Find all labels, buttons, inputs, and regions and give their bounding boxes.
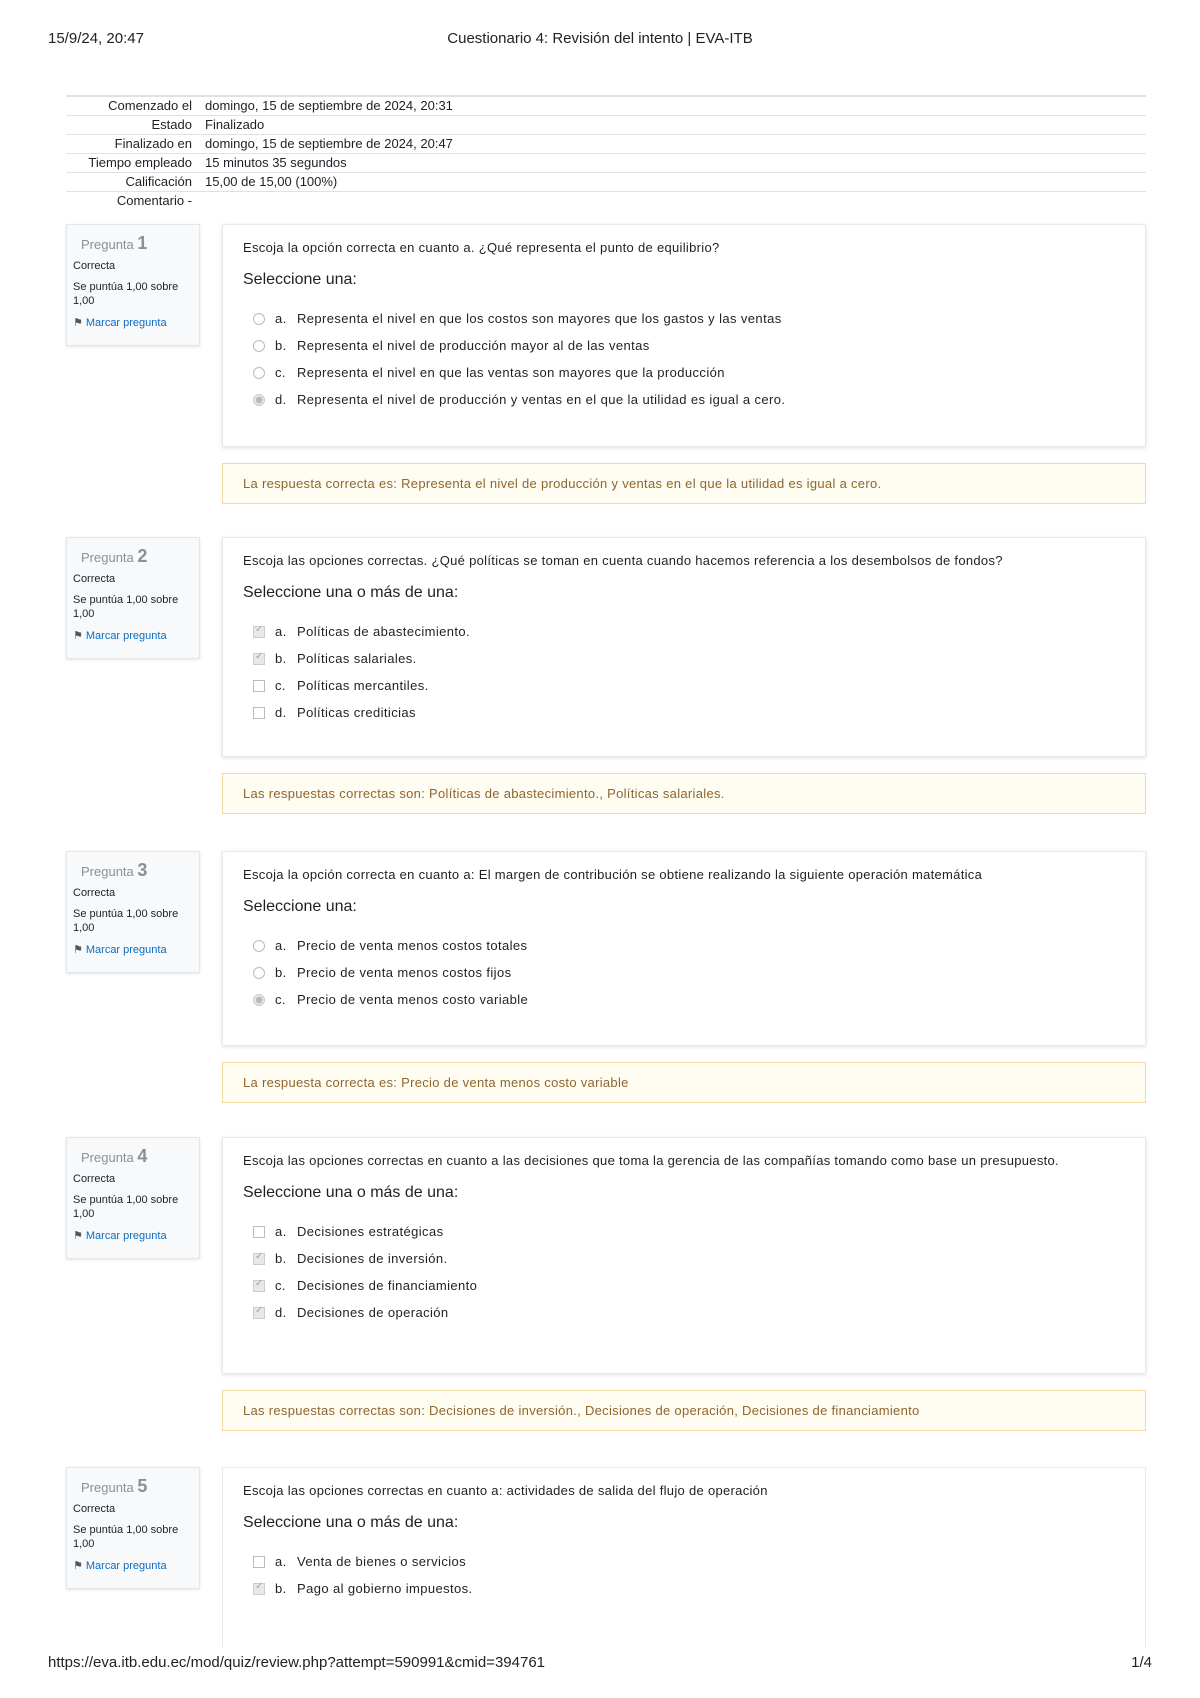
radio-button-selected[interactable]: [253, 994, 265, 1006]
flag-question-link[interactable]: [73, 1559, 193, 1572]
question-grade: Se puntúa 1,00 sobre 1,00: [73, 281, 179, 307]
answer-text: Políticas mercantiles.: [297, 678, 429, 693]
print-header: [48, 30, 1152, 52]
answer-text: Representa el nivel en que los costos son mayores que los gastos y las ventas: [297, 311, 782, 326]
question-text: Escoja las opciones correctas. ¿Qué políticas se toman en cuenta cuando hacemos referencia a los desembolsos de fondos?: [243, 553, 1003, 568]
print-url: https://eva.itb.edu.ec/mod/quiz/review.php?attempt=590991&cmid=394761: [48, 1654, 545, 1671]
answer-option[interactable]: [243, 386, 1125, 413]
question-number-value: 3: [137, 860, 148, 880]
answer-option[interactable]: [243, 359, 1125, 386]
flag-question-link[interactable]: [73, 1229, 193, 1242]
answer-letter: d.: [275, 392, 287, 407]
question-state: Correcta: [73, 573, 116, 585]
question-number-value: 4: [137, 1146, 148, 1166]
question-state: Correcta: [73, 1503, 116, 1515]
question-state: Correcta: [73, 887, 116, 899]
radio-button[interactable]: [253, 940, 265, 952]
question-number: [73, 1146, 193, 1167]
print-footer: [48, 1654, 1152, 1676]
answer-option[interactable]: [243, 645, 1125, 672]
answer-letter: c.: [275, 678, 286, 693]
flag-icon: ⚑: [73, 1560, 83, 1572]
answer-text: Venta de bienes o servicios: [297, 1554, 467, 1569]
summary-value: [199, 192, 1146, 211]
checkbox[interactable]: [253, 680, 265, 692]
answer-letter: b.: [275, 1581, 287, 1596]
answer-option[interactable]: [243, 1299, 1125, 1326]
flag-question-label: Marcar pregunta: [85, 1230, 167, 1242]
flag-question-label: Marcar pregunta: [85, 317, 167, 329]
print-date: 15/9/24, 20:47: [48, 30, 144, 47]
correct-answer-feedback: Las respuestas correctas son: Decisiones de inversión., Decisiones de operación, Decisiones de financiamiento: [222, 1390, 1146, 1431]
question-content: [222, 537, 1146, 814]
answer-text: Representa el nivel en que las ventas son mayores que la producción: [297, 365, 725, 380]
question-content: [222, 851, 1146, 1103]
summary-label: Finalizado en: [66, 135, 199, 154]
answer-list: [243, 618, 1125, 726]
summary-value: domingo, 15 de septiembre de 2024, 20:31: [199, 96, 1146, 116]
answer-letter: c.: [275, 365, 286, 380]
flag-icon: ⚑: [73, 944, 83, 956]
question-formulation: [222, 1137, 1146, 1374]
answer-option[interactable]: [243, 1575, 1125, 1602]
summary-value: Finalizado: [199, 116, 1146, 135]
question-info: [66, 1137, 200, 1259]
summary-value: 15 minutos 35 segundos: [199, 154, 1146, 173]
question-label: Pregunta: [81, 1480, 134, 1495]
summary-label: Comentario -: [66, 192, 199, 211]
answer-letter: b.: [275, 338, 287, 353]
question-state: Correcta: [73, 1173, 116, 1185]
answer-text: Políticas crediticias: [297, 705, 416, 720]
question-number: [73, 546, 193, 567]
answer-option[interactable]: [243, 618, 1125, 645]
question-number-value: 1: [137, 233, 148, 253]
checkbox-checked[interactable]: [253, 1253, 265, 1265]
question-label: Pregunta: [81, 550, 134, 565]
answer-prompt: Seleccione una:: [243, 898, 357, 915]
summary-row: [66, 96, 1146, 116]
question-number-value: 5: [137, 1476, 148, 1496]
answer-letter: a.: [275, 311, 287, 326]
question-formulation: [222, 224, 1146, 447]
question-label: Pregunta: [81, 237, 134, 252]
answer-option[interactable]: [243, 1272, 1125, 1299]
question-info: [66, 537, 200, 659]
question-formulation: [222, 1467, 1146, 1647]
answer-option[interactable]: [243, 1218, 1125, 1245]
question-content: [222, 224, 1146, 504]
answer-option[interactable]: [243, 1245, 1125, 1272]
answer-option[interactable]: [243, 932, 1125, 959]
question-number: [73, 1476, 193, 1497]
question-grade: Se puntúa 1,00 sobre 1,00: [73, 1524, 179, 1550]
summary-label: Tiempo empleado: [66, 154, 199, 173]
answer-text: Representa el nivel de producción mayor al de las ventas: [297, 338, 650, 353]
answer-letter: c.: [275, 1278, 286, 1293]
flag-question-link[interactable]: [73, 943, 193, 956]
question-number-value: 2: [137, 546, 148, 566]
answer-text: Pago al gobierno impuestos.: [297, 1581, 473, 1596]
summary-row: [66, 116, 1146, 135]
correct-answer-feedback: Las respuestas correctas son: Políticas de abastecimiento., Políticas salariales.: [222, 773, 1146, 814]
question-formulation: [222, 851, 1146, 1046]
answer-letter: d.: [275, 705, 287, 720]
checkbox-checked[interactable]: [253, 1280, 265, 1292]
answer-text: Precio de venta menos costos fijos: [297, 965, 512, 980]
answer-text: Decisiones de inversión.: [297, 1251, 448, 1266]
question-text: Escoja las opciones correctas en cuanto a: actividades de salida del flujo de operación: [243, 1483, 768, 1498]
answer-prompt: Seleccione una:: [243, 271, 357, 288]
question-number: [73, 860, 193, 881]
question-label: Pregunta: [81, 864, 134, 879]
question-info: [66, 1467, 200, 1589]
question-info: [66, 224, 200, 346]
question-text: Escoja la opción correcta en cuanto a: El margen de contribución se obtiene realizando la siguiente operación matemática: [243, 867, 983, 882]
print-title: Cuestionario 4: Revisión del intento | EVA-ITB: [447, 30, 753, 47]
answer-letter: d.: [275, 1305, 287, 1320]
answer-text: Precio de venta menos costo variable: [297, 992, 529, 1007]
answer-list: [243, 1218, 1125, 1326]
answer-letter: c.: [275, 992, 286, 1007]
answer-option[interactable]: [243, 305, 1125, 332]
summary-label: Comenzado el: [66, 96, 199, 116]
checkbox-checked[interactable]: [253, 653, 265, 665]
summary-row: [66, 154, 1146, 173]
radio-button[interactable]: [253, 367, 265, 379]
question-content: [222, 1467, 1146, 1647]
correct-answer-feedback: La respuesta correcta es: Precio de venta menos costo variable: [222, 1062, 1146, 1103]
page-number: 1/4: [1131, 1654, 1152, 1671]
checkbox[interactable]: [253, 1556, 265, 1568]
radio-button[interactable]: [253, 313, 265, 325]
question-grade: Se puntúa 1,00 sobre 1,00: [73, 1194, 179, 1220]
radio-button[interactable]: [253, 967, 265, 979]
answer-list: [243, 305, 1125, 413]
checkbox-checked[interactable]: [253, 1307, 265, 1319]
answer-text: Políticas de abastecimiento.: [297, 624, 471, 639]
question-grade: Se puntúa 1,00 sobre 1,00: [73, 908, 179, 934]
summary-value: 15,00 de 15,00 (100%): [199, 173, 1146, 192]
summary-value: domingo, 15 de septiembre de 2024, 20:47: [199, 135, 1146, 154]
question-content: [222, 1137, 1146, 1431]
answer-letter: a.: [275, 624, 287, 639]
answer-prompt: Seleccione una o más de una:: [243, 1184, 459, 1201]
checkbox-checked[interactable]: [253, 1583, 265, 1595]
summary-row: [66, 135, 1146, 154]
answer-text: Políticas salariales.: [297, 651, 417, 666]
correct-answer-feedback: La respuesta correcta es: Representa el nivel de producción y ventas en el que la utilidad es igual a cero.: [222, 463, 1146, 504]
checkbox-checked[interactable]: [253, 626, 265, 638]
answer-text: Precio de venta menos costos totales: [297, 938, 528, 953]
answer-letter: b.: [275, 651, 287, 666]
checkbox[interactable]: [253, 1226, 265, 1238]
answer-option[interactable]: [243, 699, 1125, 726]
answer-list: [243, 1548, 1125, 1602]
answer-prompt: Seleccione una o más de una:: [243, 1514, 459, 1531]
flag-icon: ⚑: [73, 630, 83, 642]
summary-row: [66, 192, 1146, 211]
summary-row: [66, 173, 1146, 192]
question-grade: Se puntúa 1,00 sobre 1,00: [73, 594, 179, 620]
radio-button-selected[interactable]: [253, 394, 265, 406]
answer-letter: a.: [275, 1554, 287, 1569]
answer-option[interactable]: [243, 332, 1125, 359]
flag-question-link[interactable]: [73, 629, 193, 642]
radio-button[interactable]: [253, 340, 265, 352]
answer-option[interactable]: [243, 986, 1125, 1013]
flag-icon: ⚑: [73, 317, 83, 329]
question-text: Escoja las opciones correctas en cuanto a las decisiones que toma la gerencia de las compañías tomando como base un presupuesto.: [243, 1153, 1059, 1168]
flag-question-link[interactable]: [73, 316, 193, 329]
flag-question-label: Marcar pregunta: [85, 630, 167, 642]
answer-text: Decisiones estratégicas: [297, 1224, 444, 1239]
flag-icon: ⚑: [73, 1230, 83, 1242]
answer-prompt: Seleccione una o más de una:: [243, 584, 459, 601]
question-label: Pregunta: [81, 1150, 134, 1165]
question-info: [66, 851, 200, 973]
answer-option[interactable]: [243, 959, 1125, 986]
answer-option[interactable]: [243, 672, 1125, 699]
attempt-summary-table: [66, 95, 1146, 210]
answer-letter: b.: [275, 1251, 287, 1266]
answer-text: Decisiones de operación: [297, 1305, 449, 1320]
summary-label: Calificación: [66, 173, 199, 192]
question-text: Escoja la opción correcta en cuanto a. ¿Qué representa el punto de equilibrio?: [243, 240, 720, 255]
answer-option[interactable]: [243, 1548, 1125, 1575]
question-number: [73, 233, 193, 254]
answer-letter: a.: [275, 1224, 287, 1239]
question-state: Correcta: [73, 260, 116, 272]
question-formulation: [222, 537, 1146, 757]
answer-text: Representa el nivel de producción y ventas en el que la utilidad es igual a cero.: [297, 392, 786, 407]
flag-question-label: Marcar pregunta: [85, 944, 167, 956]
flag-question-label: Marcar pregunta: [85, 1560, 167, 1572]
answer-list: [243, 932, 1125, 1013]
answer-text: Decisiones de financiamiento: [297, 1278, 478, 1293]
answer-letter: a.: [275, 938, 287, 953]
answer-letter: b.: [275, 965, 287, 980]
checkbox[interactable]: [253, 707, 265, 719]
summary-label: Estado: [66, 116, 199, 135]
